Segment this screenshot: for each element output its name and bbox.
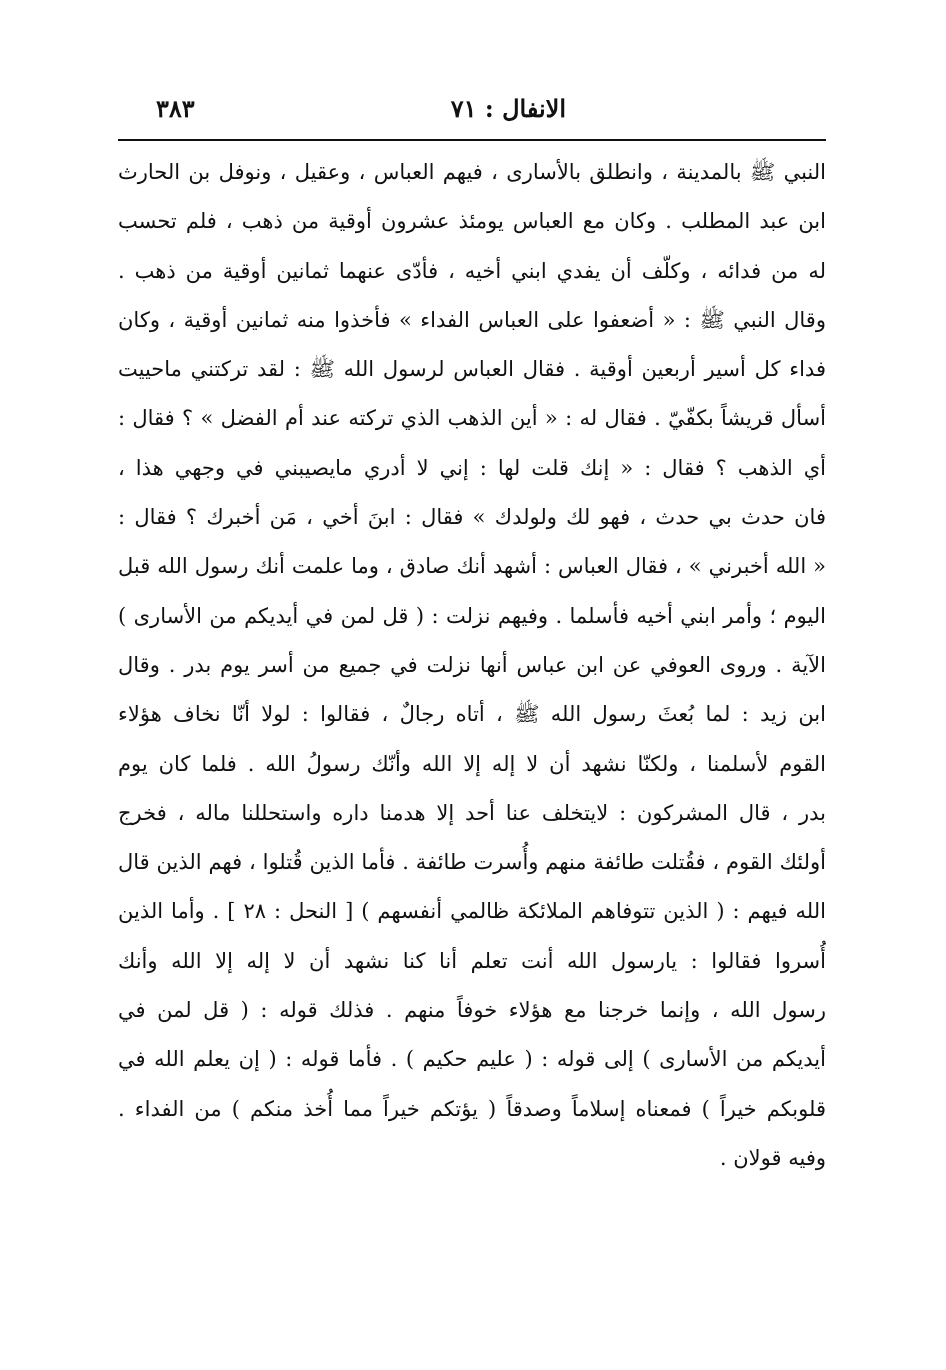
text-line: أيديكم من الأسارى ) إلى قوله : ( عليم حكيم ) . فأما قوله : ( إن يعلم الله في: [118, 1047, 826, 1072]
text-line: فان حدث بي حدث ، فهو لك ولولدك » فقال : ابنَ أخي ، مَن أخبرك ؟ فقال :: [118, 505, 826, 530]
header-rule: [118, 139, 826, 141]
running-title: الانفال : ٧١: [450, 94, 566, 123]
text-line: النبي ﷺ بالمدينة ، وانطلق بالأسارى ، فيهم العباس ، وعقيل ، ونوفل بن الحارث: [118, 160, 826, 184]
text-line: أسأل قريشاً بكفّيّ . فقال له : « أين الذهب الذي تركته عند أم الفضل » ؟ فقال :: [118, 406, 826, 431]
page-header: [118, 88, 826, 128]
text-line: ابن عبد المطلب . وكان مع العباس يومئذ عشرون أوقية من ذهب ، فلم تحسب: [118, 209, 826, 234]
text-line: أولئك القوم ، فقُتلت طائفة منهم وأُسرت طائفة . فأما الذين قُتلوا ، فهم الذين قال: [118, 850, 826, 875]
text-line: له من فدائه ، وكلّف أن يفدي ابني أخيه ، فأدّى عنهما ثمانين أوقية من ذهب .: [118, 258, 826, 283]
text-line: ابن زيد : لما بُعثَ رسول الله ﷺ ، أتاه رجالٌ ، فقالوا : لولا أنّا نخاف هؤلاء: [118, 702, 826, 727]
text-line: وفيه قولان .: [719, 1145, 826, 1170]
text-line: أُسروا فقالوا : يارسول الله أنت تعلم أنا كنا نشهد أن لا إله إلا الله وأنك: [118, 948, 826, 973]
text-line: الآية . وروى العوفي عن ابن عباس أنها نزلت في جميع من أسر يوم بدر . وقال: [118, 652, 826, 677]
body-text: [118, 148, 826, 1183]
text-line: أي الذهب ؟ فقال : « إنك قلت لها : إني لا أدري مايصيبني في وجهي هذا ،: [118, 455, 826, 480]
text-line: وقال النبي ﷺ : « أضعفوا على العباس الفداء » فأخذوا منه ثمانين أوقية ، وكان: [118, 307, 826, 332]
text-line: بدر ، قال المشركون : لايتخلف عنا أحد إلا هدمنا داره واستحللنا ماله ، فخرج: [118, 800, 826, 825]
page-number: ٣٨٣: [156, 94, 195, 123]
text-line: القوم لأسلمنا ، ولكنّا نشهد أن لا إله إلا الله وأنّك رسولُ الله . فلما كان يوم: [118, 751, 826, 776]
text-line: « الله أخبرني » ، فقال العباس : أشهد أنك صادق ، وما علمت أنك رسول الله قبل: [118, 554, 826, 579]
text-line: قلوبكم خيراً ) فمعناه إسلاماً وصدقاً ( يؤتكم خيراً مما أُخذ منكم ) من الفداء .: [118, 1096, 826, 1121]
text-line: رسول الله ، وإنما خرجنا مع هؤلاء خوفاً منهم . فذلك قوله : ( قل لمن في: [118, 998, 826, 1023]
text-line: اليوم ؛ وأمر ابني أخيه فأسلما . وفيهم نزلت : ( قل لمن في أيديكم من الأسارى ): [118, 603, 826, 628]
text-line: الله فيهم : ( الذين تتوفاهم الملائكة ظالمي أنفسهم ) [ النحل : ٢٨ ] . وأما الذين: [118, 899, 826, 924]
text-line: فداء كل أسير أربعين أوقية . فقال العباس لرسول الله ﷺ : لقد تركتني ماحييت: [118, 357, 826, 382]
